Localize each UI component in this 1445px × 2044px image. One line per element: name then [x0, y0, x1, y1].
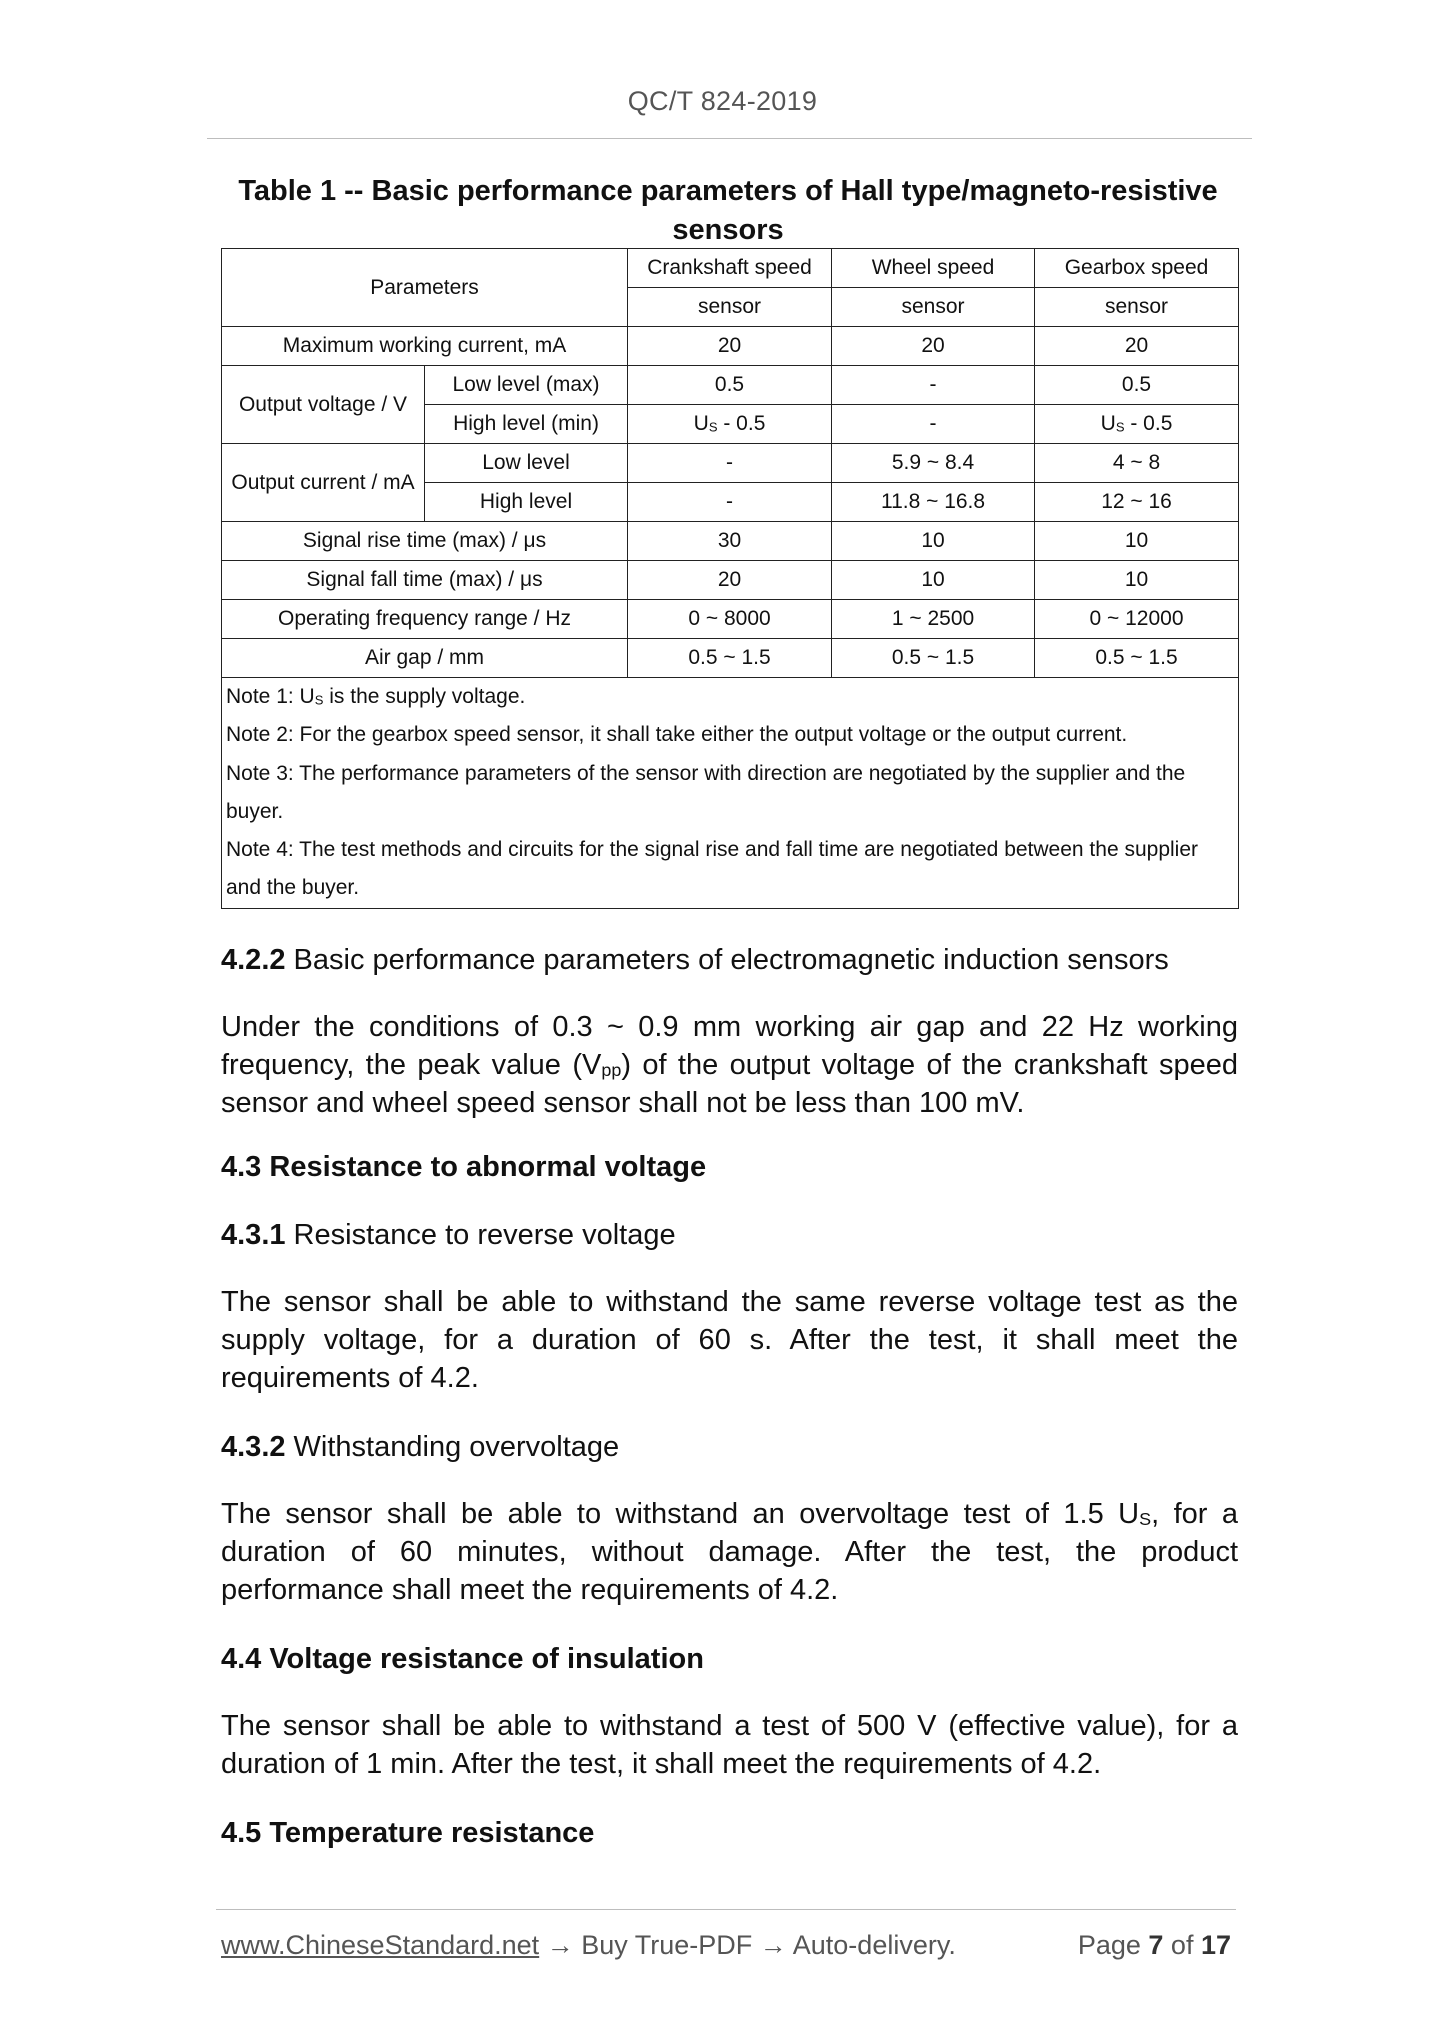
- section-4-5-heading: 4.5 Temperature resistance: [221, 1817, 595, 1849]
- footer: [221, 1930, 1231, 1961]
- note-4-line-1: Note 4: The test methods and circuits for the signal rise and fall time are negotiated between the supplier: [226, 838, 1198, 862]
- delivery-text: Auto-delivery.: [792, 1930, 956, 1960]
- note-1: [226, 678, 1238, 716]
- header-crankshaft-b: sensor: [628, 288, 832, 327]
- section-title: Withstanding overvoltage: [285, 1431, 620, 1463]
- website-link[interactable]: www.ChineseStandard.net: [221, 1930, 540, 1960]
- section-4-4-heading: 4.4 Voltage resistance of insulation: [221, 1643, 704, 1675]
- arrow-icon: →: [752, 1930, 793, 1960]
- header-wheel-b: sensor: [832, 288, 1035, 327]
- header-crankshaft-a: Crankshaft speed: [628, 249, 832, 288]
- cell-value: -: [628, 444, 832, 483]
- row-label-max-current: Maximum working current, mA: [222, 327, 628, 366]
- header-gearbox-a: Gearbox speed: [1035, 249, 1239, 288]
- cell-value: 30: [628, 522, 832, 561]
- cell-value: -: [628, 483, 832, 522]
- header-wheel-a: Wheel speed: [832, 249, 1035, 288]
- cell-value: 10: [832, 522, 1035, 561]
- section-title: Resistance to reverse voltage: [285, 1219, 676, 1251]
- cell-value: 0 ~ 12000: [1035, 600, 1239, 639]
- row-label-air-gap: Air gap / mm: [222, 639, 628, 678]
- table-row: [222, 366, 1239, 405]
- subscript: S: [708, 419, 718, 435]
- cell-value: 4 ~ 8: [1035, 444, 1239, 483]
- cell-value: 0.5 ~ 1.5: [628, 639, 832, 678]
- section-4-4-paragraph: The sensor shall be able to withstand a test of 500 V (effective value), for a duration of 1 min. After the test, it shall meet the requirements of 4.2.: [221, 1710, 1238, 1780]
- table-row: [222, 561, 1239, 600]
- section-number: 4.2.2: [221, 944, 286, 976]
- document-code-header: QC/T 824-2019: [627, 86, 818, 116]
- section-number: 4.3.1: [221, 1219, 286, 1251]
- table-row: [222, 639, 1239, 678]
- arrow-icon: →: [539, 1930, 582, 1960]
- of-label: of: [1163, 1930, 1201, 1960]
- cell-value: 10: [1035, 561, 1239, 600]
- cell-value: 0.5 ~ 1.5: [1035, 639, 1239, 678]
- paragraph-text: The sensor shall be able to withstand an overvoltage test of 1.5 U: [221, 1498, 1140, 1530]
- row-label-fall-time: Signal fall time (max) / μs: [222, 561, 628, 600]
- note-3-line-2: buyer.: [226, 799, 284, 823]
- subscript: S: [1115, 419, 1125, 435]
- section-number: 4.3.2: [221, 1431, 286, 1463]
- section-4-2-2-paragraph: [221, 1008, 1238, 1122]
- cell-value: 20: [628, 327, 832, 366]
- cell-value: 20: [832, 327, 1035, 366]
- cell-value: 12 ~ 16: [1035, 483, 1239, 522]
- subscript: S: [314, 692, 324, 708]
- section-4-3-1-heading: [221, 1216, 1238, 1254]
- row-group-output-current: Output current / mA: [222, 444, 425, 522]
- note-3-line-1: Note 3: The performance parameters of the sensor with direction are negotiated by the supplier and the: [226, 761, 1186, 785]
- section-4-3-heading: 4.3 Resistance to abnormal voltage: [221, 1151, 707, 1183]
- section-4-3-1-paragraph: The sensor shall be able to withstand the same reverse voltage test as the supply voltage, for a duration of 60 s. After the test, it shall meet the requirements of 4.2.: [221, 1286, 1238, 1394]
- row-label-high-level: High level: [425, 483, 628, 522]
- row-group-output-voltage: Output voltage / V: [222, 366, 425, 444]
- note-text: Note 1: U: [226, 685, 315, 708]
- header-parameters: Parameters: [222, 249, 628, 327]
- row-label-rise-time: Signal rise time (max) / μs: [222, 522, 628, 561]
- value-text: - 0.5: [717, 412, 766, 435]
- table-title: Table 1 -- Basic performance parameters of Hall type/magneto-resistive sensors: [238, 175, 1218, 246]
- row-label-frequency-range: Operating frequency range / Hz: [222, 600, 628, 639]
- page-total: 17: [1200, 1930, 1231, 1960]
- cell-value: 20: [1035, 327, 1239, 366]
- table-row: [222, 522, 1239, 561]
- row-label-high-level-min: High level (min): [425, 405, 628, 444]
- subscript: S: [1139, 1509, 1152, 1530]
- cell-value: [628, 405, 832, 444]
- page-label: Page: [1077, 1930, 1149, 1960]
- row-label-low-level: Low level: [425, 444, 628, 483]
- value-text: - 0.5: [1124, 412, 1173, 435]
- section-4-3-2-paragraph: [221, 1495, 1238, 1609]
- page-number: 7: [1148, 1930, 1164, 1960]
- paragraph-text: , for a duration of 60 minutes, without damage. After the test, the product performance shall meet the requirements of 4.2.: [221, 1498, 1238, 1606]
- table-notes-row: [222, 678, 1239, 909]
- note-4-line-2: and the buyer.: [226, 876, 360, 900]
- cell-value: 11.8 ~ 16.8: [832, 483, 1035, 522]
- paragraph-text: Under the conditions of 0.3 ~ 0.9 mm working air gap and 22 Hz working frequency, the peak value (V: [221, 1011, 1238, 1081]
- cell-value: [1035, 405, 1239, 444]
- header-gearbox-b: sensor: [1035, 288, 1239, 327]
- subscript: pp: [601, 1060, 622, 1081]
- table-row: [222, 600, 1239, 639]
- cell-value: -: [832, 405, 1035, 444]
- note-2: Note 2: For the gearbox speed sensor, it shall take either the output voltage or the output current.: [226, 723, 1128, 747]
- table-row: [222, 444, 1239, 483]
- cell-value: 5.9 ~ 8.4: [832, 444, 1035, 483]
- table-row: [222, 327, 1239, 366]
- symbol: U: [1100, 412, 1116, 435]
- cell-value: 0.5: [628, 366, 832, 405]
- buy-text: Buy True-PDF: [581, 1930, 753, 1960]
- section-4-3-2-heading: [221, 1428, 1238, 1466]
- note-text: is the supply voltage.: [323, 685, 526, 708]
- symbol: U: [693, 412, 709, 435]
- row-label-low-level-max: Low level (max): [425, 366, 628, 405]
- footer-divider: [216, 1909, 1236, 1910]
- parameters-table: [221, 248, 1239, 909]
- table-notes: [222, 678, 1239, 909]
- cell-value: 0.5 ~ 1.5: [832, 639, 1035, 678]
- header-divider: [207, 138, 1252, 139]
- cell-value: 0.5: [1035, 366, 1239, 405]
- cell-value: -: [832, 366, 1035, 405]
- cell-value: 20: [628, 561, 832, 600]
- cell-value: 10: [832, 561, 1035, 600]
- cell-value: 0 ~ 8000: [628, 600, 832, 639]
- section-4-2-2-heading: [221, 941, 1238, 979]
- page-indicator: [1078, 1930, 1231, 1961]
- cell-value: 10: [1035, 522, 1239, 561]
- section-title: Basic performance parameters of electromagnetic induction sensors: [285, 944, 1169, 976]
- paragraph-text: ) of the output voltage of the crankshaft speed sensor and wheel speed sensor shall not be less than 100 mV.: [221, 1049, 1238, 1119]
- cell-value: 1 ~ 2500: [832, 600, 1035, 639]
- table-header-row: [222, 249, 1239, 288]
